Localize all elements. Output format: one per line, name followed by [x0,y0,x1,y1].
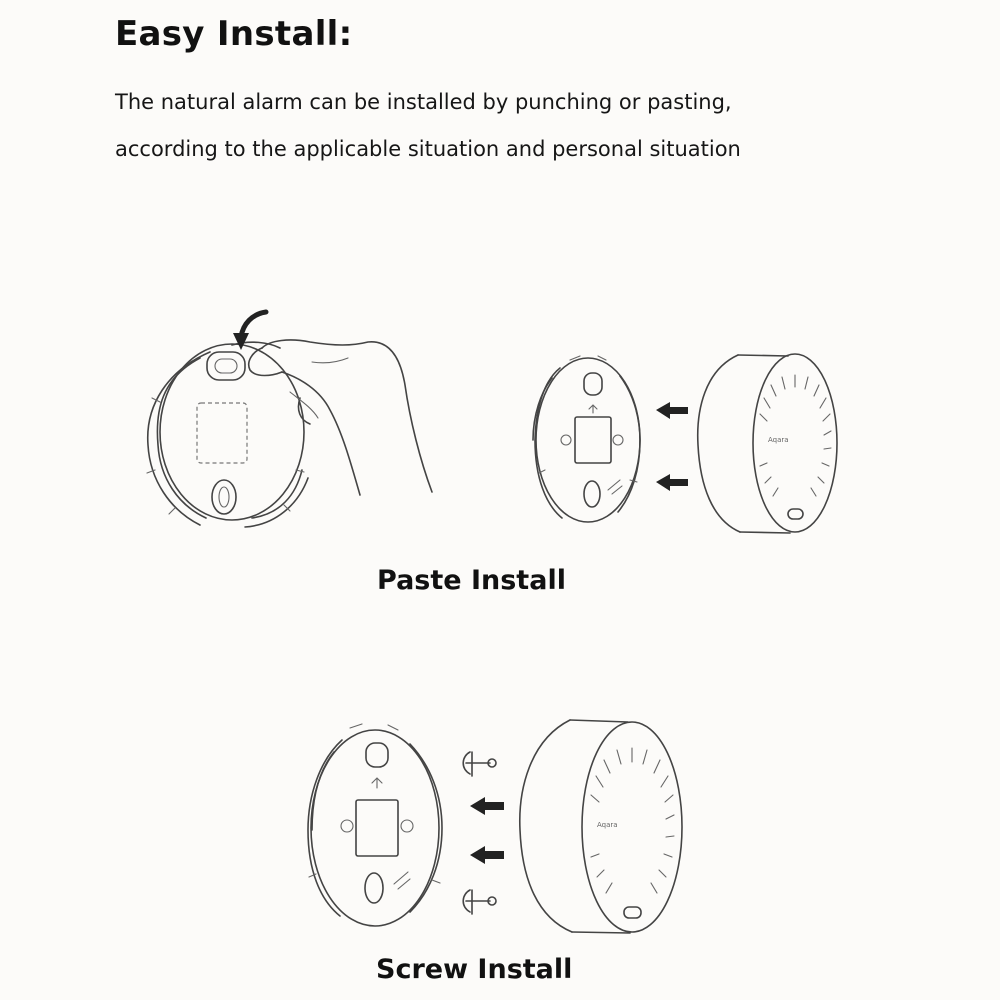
description-line-1: The natural alarm can be installed by punching or pasting, [115,90,732,114]
arrow-left-icon [656,474,688,491]
alarm-device [520,720,682,933]
screw-icon [463,752,496,776]
device-brand: Aqara [597,821,618,829]
mounting-plate [308,724,442,926]
paste-install-caption: Paste Install [377,565,566,596]
device-brand: Aqara [768,436,789,444]
arrow-left-icon [470,797,504,815]
arrow-left-icon [470,846,504,864]
screw-install-caption: Screw Install [376,954,573,985]
description-line-2: according to the applicable situation and personal situation [115,137,741,161]
arrow-left-icon [656,402,688,419]
mounting-plate-with-adhesive [147,342,308,527]
mounting-plate [533,356,640,522]
page-title: Easy Install: [115,14,353,54]
alarm-device [698,354,837,533]
screw-icon [463,890,496,914]
